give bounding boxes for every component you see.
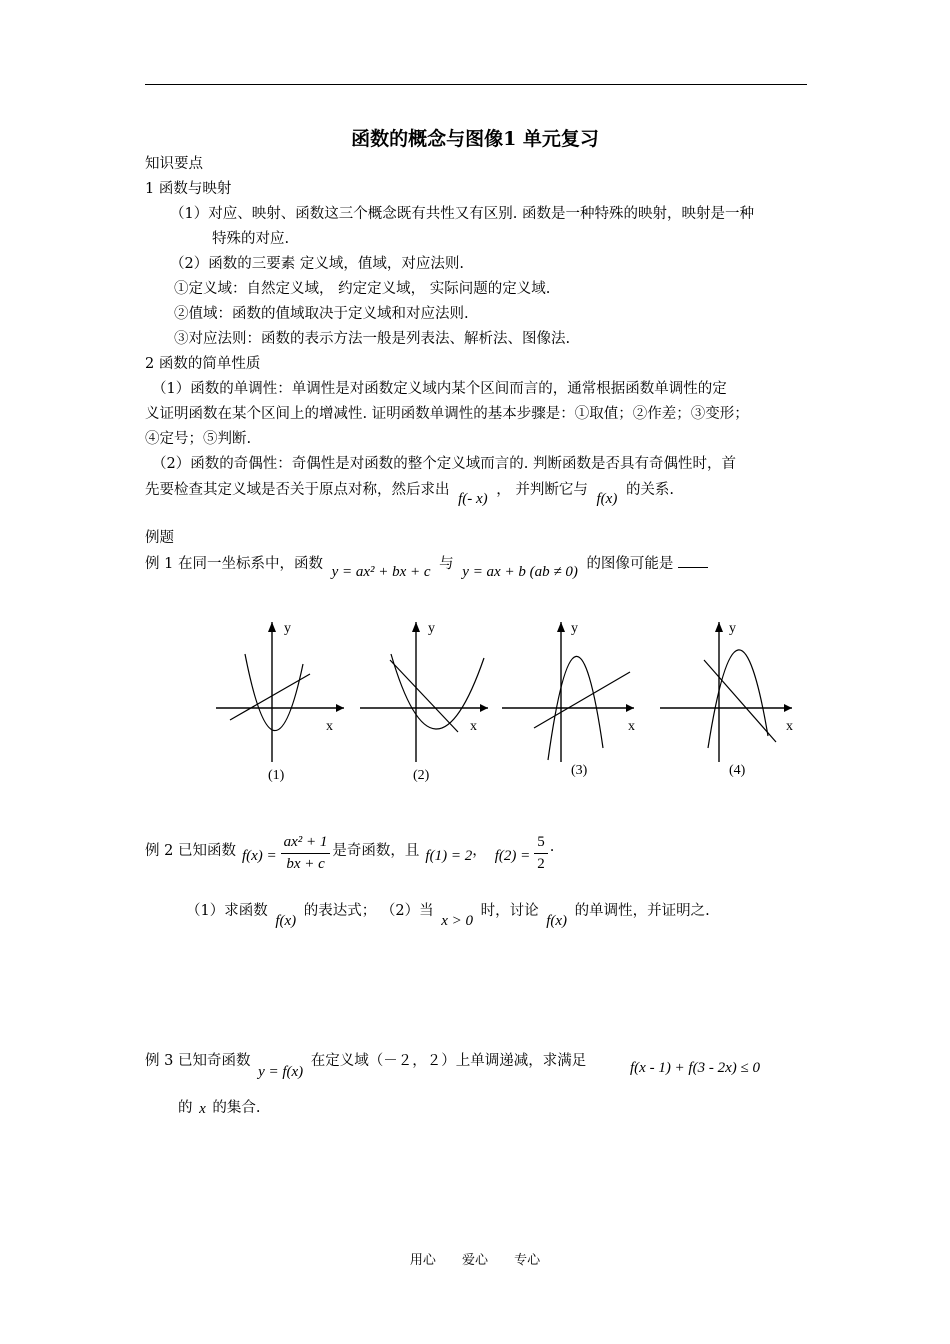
math-f-neg-x: f(- x) <box>458 491 488 507</box>
graph-label: (1) <box>268 768 285 783</box>
y-axis-label: y <box>428 621 435 636</box>
text-segment: 的集合. <box>212 1100 261 1116</box>
y-axis-label: y <box>571 621 578 636</box>
s1-paragraph-1-line-1: （1）对应、映射、函数这三个概念既有共性又有区别. 函数是一种特殊的映射，映射是一种 <box>170 206 754 222</box>
text-segment: 的关系. <box>625 482 675 498</box>
math-x-positive: x > 0 <box>441 913 474 929</box>
math-linear: y = ax + b (ab ≠ 0) <box>462 564 578 580</box>
section-1-heading: 1 函数与映射 <box>145 181 232 197</box>
x-axis-arrow <box>784 704 792 712</box>
fraction-five-halves <box>534 834 548 873</box>
text-period: . <box>549 839 555 855</box>
math-inequality: f(x - 1) + f(3 - 2x) ≤ 0 <box>630 1060 760 1076</box>
math-quadratic: y = ax² + bx + c <box>331 564 431 580</box>
fraction-numerator: ax² + 1 <box>281 834 331 854</box>
text-segment: 的 <box>178 1100 193 1116</box>
x-axis-label: x <box>786 719 793 734</box>
math-f2: f(2) = <box>494 848 531 864</box>
math-fx: f(x) <box>546 913 568 929</box>
text-segment: 例 3 已知奇函数 <box>145 1053 251 1069</box>
examples-heading: 例题 <box>145 530 174 546</box>
x-axis-arrow <box>336 704 344 712</box>
y-axis-arrow <box>557 622 565 632</box>
graph-3 <box>498 612 648 787</box>
text-segment: 例 2 已知函数 <box>145 843 236 859</box>
math-y-fx: y = f(x) <box>258 1064 304 1080</box>
fraction-denominator: 2 <box>537 856 545 872</box>
text-segment: 的图像可能是 <box>586 556 674 572</box>
s1-paragraph-1-line-2: 特殊的对应. <box>212 231 290 247</box>
graph-label: (4) <box>729 763 746 778</box>
line <box>534 672 630 728</box>
s1-paragraph-4: ②值域：函数的值域取决于定义域和对应法则. <box>174 306 469 322</box>
graph-2 <box>354 612 504 787</box>
parabola <box>245 654 303 731</box>
line <box>390 660 458 732</box>
s1-paragraph-2: （2）函数的三要素 定义域，值域，对应法则. <box>170 256 464 272</box>
y-axis-arrow <box>268 622 276 632</box>
text-segment: 在定义域（－２，２）上单调递减，求满足 <box>310 1053 587 1069</box>
example-1-line <box>145 552 708 580</box>
x-axis-arrow <box>626 704 634 712</box>
text-separator: ， <box>472 843 487 859</box>
fraction-denominator: bx + c <box>286 856 325 872</box>
section-2-heading: 2 函数的简单性质 <box>145 356 261 372</box>
page-footer: 用心 爱心 专心 <box>409 1253 541 1268</box>
s1-paragraph-3: ①定义域：自然定义域， 约定定义域， 实际问题的定义域. <box>174 281 551 297</box>
x-axis-label: x <box>628 719 635 734</box>
example-3-line-1 <box>145 1049 587 1080</box>
text-segment: ， 并判断它与 <box>496 482 588 498</box>
math-x: x <box>199 1101 206 1117</box>
text-segment: 例 1 在同一坐标系中，函数 <box>145 556 323 572</box>
graph-4 <box>656 612 806 787</box>
line <box>230 674 310 720</box>
y-axis-label: y <box>729 621 736 636</box>
y-axis-arrow <box>715 622 723 632</box>
text-segment: 时，讨论 <box>480 903 539 919</box>
header-rule <box>145 84 807 85</box>
fraction-definition <box>281 834 331 873</box>
parabola <box>391 654 484 729</box>
text-segment: 是奇函数，且 <box>332 843 420 859</box>
math-fx: f(x) <box>275 913 297 929</box>
page-title: 函数的概念与图像1 单元复习 <box>351 128 599 150</box>
text-segment: 的表达式； （2）当 <box>303 903 434 919</box>
y-axis-label: y <box>284 621 291 636</box>
graph-label: (2) <box>413 768 430 783</box>
math-f1: f(1) = 2 <box>425 848 473 864</box>
section-key-points: 知识要点 <box>145 156 203 172</box>
x-axis-label: x <box>326 719 333 734</box>
s2-paragraph-2-line-1: （2）函数的奇偶性：奇偶性是对函数的整个定义域而言的. 判断函数是否具有奇偶性时，首 <box>152 456 736 472</box>
s2-paragraph-1-line-2: 义证明函数在某个区间上的增减性. 证明函数单调性的基本步骤是：①取值；②作差；③变形； <box>145 406 749 422</box>
graph-label: (3) <box>571 763 588 778</box>
graph-1 <box>210 612 360 787</box>
text-segment: 与 <box>439 556 454 572</box>
s2-paragraph-1-line-1: （1）函数的单调性：单调性是对函数定义域内某个区间而言的，通常根据函数单调性的定 <box>152 381 727 397</box>
example-2-question-line <box>186 899 710 929</box>
y-axis-arrow <box>412 622 420 632</box>
text-segment: 先要检查其定义域是否关于原点对称，然后求出 <box>145 482 450 498</box>
example-3-line-2 <box>178 1096 261 1117</box>
math-f-x: f(x) <box>596 491 618 507</box>
math-fx: f(x) = <box>241 848 277 864</box>
s2-paragraph-2-line-2 <box>145 478 675 507</box>
fraction-numerator: 5 <box>534 834 548 854</box>
s1-paragraph-5: ③对应法则：函数的表示方法一般是列表法、解析法、图像法. <box>174 331 571 347</box>
line <box>704 660 776 742</box>
x-axis-label: x <box>470 719 477 734</box>
example-2-line <box>145 836 554 886</box>
answer-blank <box>678 567 708 568</box>
text-segment: （1）求函数 <box>186 903 268 919</box>
x-axis-arrow <box>480 704 488 712</box>
s2-paragraph-1-line-3: ④定号；⑤判断. <box>145 431 252 447</box>
text-segment: 的单调性，并证明之. <box>574 903 710 919</box>
